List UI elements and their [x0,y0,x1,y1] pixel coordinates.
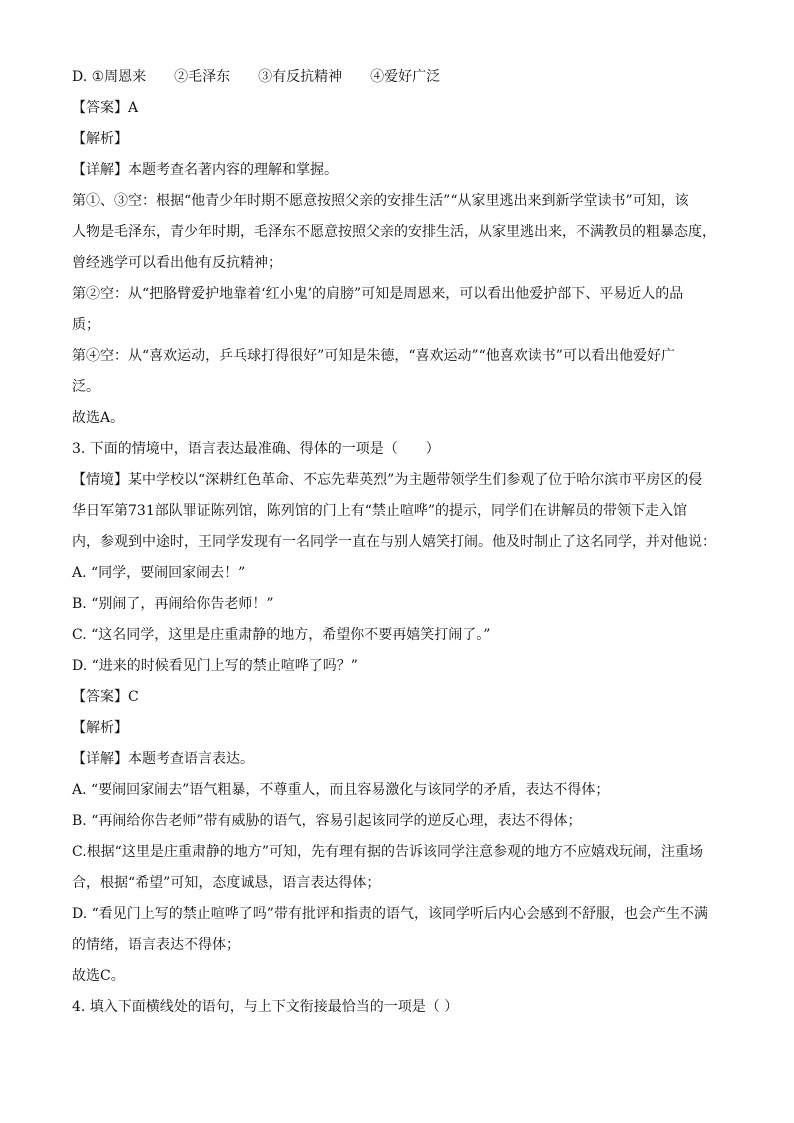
detail-text-line: 第②空：从“把胳臂爱护地靠着‘红小鬼’的肩膀”可知是周恩来，可以看出他爱护部下、平易近人的品 [72,286,684,302]
detail-text-line: 第①、③空：根据“他青少年时期不愿意按照父亲的安排生活”“从家里逃出来到新学堂读书”可知，该 [72,193,689,209]
answer-label: 【答案】C [72,689,139,705]
detail-text-line: C.根据“这里是庄重肃静的地方”可知，先有理有据的告诉该同学注意参观的地方不应嬉戏玩闹，注重场 [72,844,703,860]
question-4-title: 4. 填入下面横线处的语句，与上下文衔接最恰当的一项是（ ） [72,999,459,1015]
option-b: B. “别闹了，再闹给你告老师！” [72,596,274,612]
detail-text-line: D. “看见门上写的禁止喧哗了吗”带有批评和指责的语气，该同学听后内心会感到不舒服，也会产生不满 [72,906,708,922]
question-3-title: 3. 下面的情境中，语言表达最准确、得体的一项是（ ） [72,441,440,457]
option-a: A. “同学，要闹回家闹去！” [72,565,246,581]
option-d-line: D. ①周恩来 ②毛泽东 ③有反抗精神 ④爱好广泛 [72,69,441,85]
scenario-line: 【情境】某中学校以“深耕红色革命、不忘先辈英烈”为主题带领学生们参观了位于哈尔滨市平房区的侵 [72,472,703,488]
option-d: D. “进来的时候看见门上写的禁止喧哗了吗？” [72,658,358,674]
scenario-line: 内，参观到中途时，王同学发现有一名同学一直在与别人嬉笑打闹。他及时制止了这名同学，并对他说： [72,534,716,550]
analysis-label: 【解析】 [72,131,128,147]
detail-text-line: 的情绪，语言表达不得体； [72,937,240,953]
conclusion-line: 故选C。 [72,968,125,984]
detail-text-line: B. “再闹给你告老师”带有威胁的语气，容易引起该同学的逆反心理，表达不得体； [72,813,582,829]
detail-text-line: 质； [72,317,100,333]
detail-text-line: 泛。 [72,379,100,395]
detail-text-line: 第④空：从“喜欢运动，乒乓球打得很好”可知是朱德，“喜欢运动”“他喜欢读书”可以看出他爱好广 [72,348,675,364]
detail-text-line: 曾经逃学可以看出他有反抗精神； [72,255,282,271]
answer-label: 【答案】A [72,100,139,116]
detail-text-line: 合，根据“希望”可知，态度诚恳，语言表达得体； [72,875,381,891]
analysis-label: 【解析】 [72,720,128,736]
detail-line: 【详解】本题考查名著内容的理解和掌握。 [72,162,338,178]
option-c: C. “这名同学，这里是庄重肃静的地方，希望你不要再嬉笑打闹了。” [72,627,491,643]
scenario-line: 华日军第731部队罪证陈列馆，陈列馆的门上有“禁止喧哗”的提示，同学们在讲解员的带领下走入馆 [72,503,688,519]
detail-text-line: 人物是毛泽东，青少年时期，毛泽东不愿意按照父亲的安排生活，从家里逃出来，不满教员的粗暴态度， [72,224,716,240]
detail-line: 【详解】本题考查语言表达。 [72,751,254,767]
detail-text-line: A. “要闹回家闹去”语气粗暴，不尊重人，而且容易激化与该同学的矛盾，表达不得体； [72,782,610,798]
conclusion-line: 故选A。 [72,410,125,426]
